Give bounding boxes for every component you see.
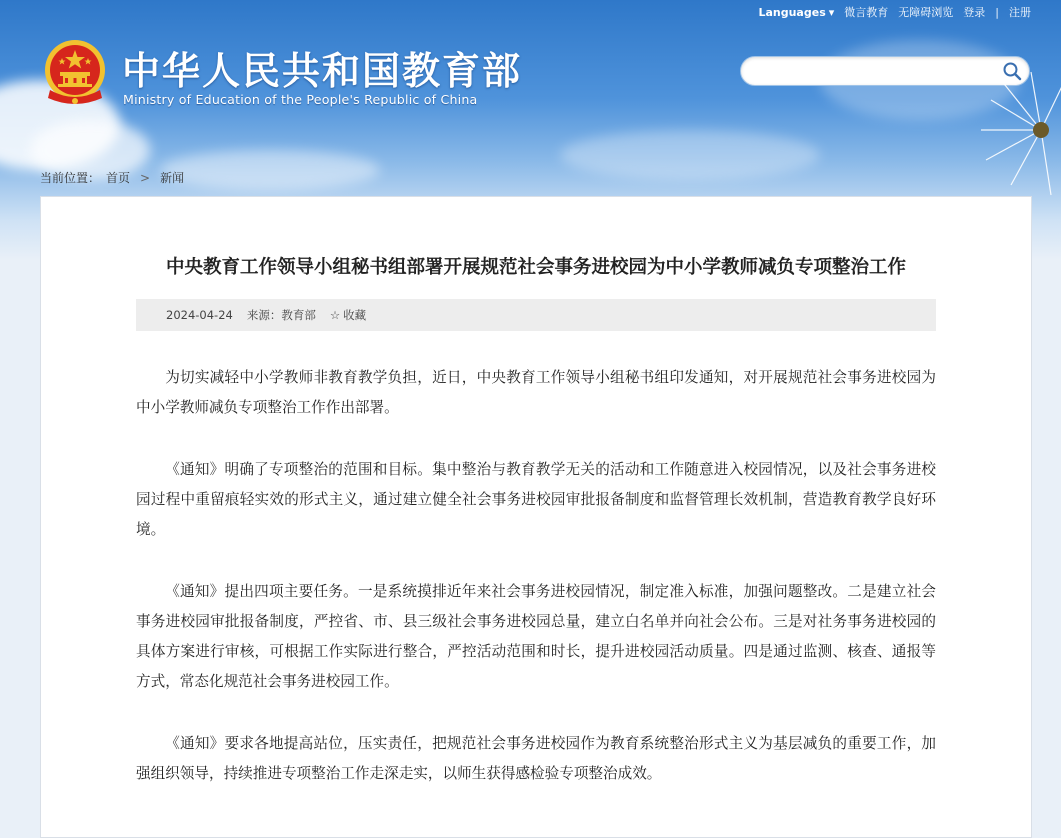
breadcrumb-prefix: 当前位置：	[40, 171, 101, 185]
site-title[interactable]: 中华人民共和国教育部	[122, 49, 523, 93]
breadcrumb	[40, 169, 184, 186]
article-title: 中央教育工作领导小组秘书组部署开展规范社会事务进校园为中小学教师减负专项整治工作	[165, 257, 906, 278]
search-input[interactable]	[753, 61, 997, 83]
languages-menu[interactable]	[758, 6, 834, 19]
link-divider: |	[995, 5, 999, 19]
article-container	[40, 196, 1032, 838]
article-paragraph: 《通知》提出四项主要任务。一是系统摸排近年来社会事务进校园情况，制定准入标准，加强问题整改。二是建立社会事务进校园审批报备制度，严控省、市、县三级社会事务进校园总量，建立白名单并向社会公布。三是对社务事务进校园的具体方案进行审核，可根据工作实际进行整合，严控活动范围和时长，提升进校园活动质量。四是通过监测、核查、通报等方式，常态化规范社会事务进校园工作。	[136, 583, 936, 690]
site-subtitle: Ministry of Education of the People's Republic of China	[123, 92, 478, 107]
article-paragraph: 《通知》要求各地提高站位，压实责任，把规范社会事务进校园作为教育系统整治形式主义为基层减负的重要工作，加强组织领导，持续推进专项整治工作走深走实，以师生获得感检验专项整治成效。	[136, 735, 936, 782]
chevron-down-icon: ▾	[828, 5, 835, 19]
breadcrumb-separator: >	[140, 170, 151, 185]
star-icon: ☆	[329, 308, 341, 322]
favorite-button[interactable]	[330, 307, 366, 323]
weibo-link[interactable]: 微言教育	[844, 6, 889, 19]
national-emblem-icon[interactable]	[42, 38, 108, 108]
article-meta	[136, 299, 936, 331]
article-date: 2024-04-24	[166, 308, 233, 322]
article-paragraph: 为切实减轻中小学教师非教育教学负担，近日，中央教育工作领导小组秘书组印发通知，对开展规范社会事务进校园为中小学教师减负专项整治工作作出部署。	[136, 369, 936, 416]
register-link[interactable]: 注册	[1009, 6, 1031, 19]
top-links	[758, 4, 1031, 20]
cloud-decoration	[560, 130, 820, 180]
article-body	[136, 363, 936, 821]
dandelion-decoration	[971, 70, 1061, 200]
favorite-label: 收藏	[343, 308, 367, 322]
accessibility-link[interactable]: 无障碍浏览	[898, 6, 954, 19]
article-source: 来源：教育部	[246, 308, 316, 322]
languages-label: Languages	[758, 5, 826, 19]
cloud-decoration	[160, 150, 380, 190]
breadcrumb-home[interactable]: 首页	[106, 171, 131, 185]
article-paragraph: 《通知》明确了专项整治的范围和目标。集中整治与教育教学无关的活动和工作随意进入校园情况，以及社会事务进校园过程中重留痕轻实效的形式主义，通过建立健全社会事务进校园审批报备制度和监督管理长效机制，营造教育教学良好环境。	[136, 461, 936, 538]
breadcrumb-current[interactable]: 新闻	[160, 171, 185, 185]
login-link[interactable]: 登录	[963, 6, 986, 19]
